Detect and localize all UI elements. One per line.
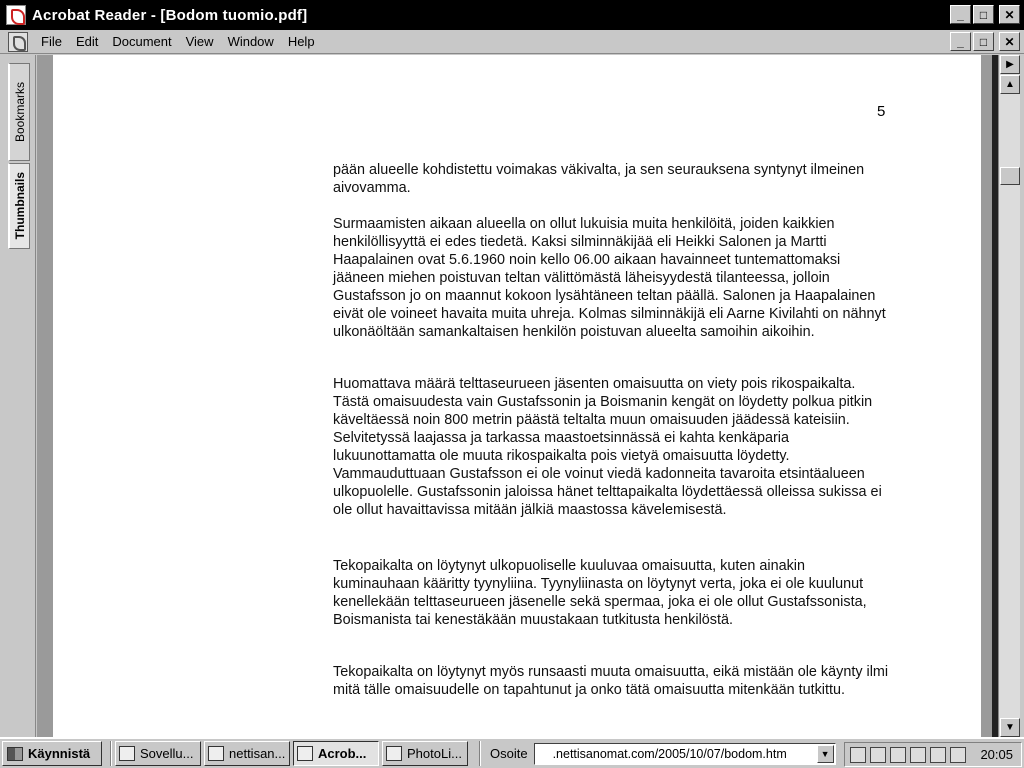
address-value: .nettisanomat.com/2005/10/07/bodom.htm [552, 746, 787, 761]
menu-document[interactable]: Document [112, 34, 172, 49]
close-button[interactable]: ✕ [999, 5, 1020, 24]
taskbar-button-nettisan[interactable] [204, 741, 290, 766]
start-label: Käynnistä [28, 746, 91, 761]
thumbnails-tab-label: Thumbnails [12, 172, 27, 240]
document-view[interactable] [37, 55, 998, 737]
app-icon [119, 746, 135, 761]
taskbar [0, 737, 1024, 768]
shield-icon[interactable] [890, 747, 906, 763]
menu-file[interactable]: File [41, 34, 62, 49]
taskbar-button-sovellu[interactable] [115, 741, 201, 766]
scroll-down-button[interactable]: ▼ [1000, 718, 1020, 737]
paragraph-2 [333, 215, 893, 341]
paragraph-4 [333, 557, 893, 629]
document-icon[interactable] [8, 32, 28, 52]
paragraph-3 [333, 375, 893, 519]
doc-minimize-button[interactable]: _ [950, 32, 971, 51]
doc-close-button[interactable]: ✕ [999, 32, 1020, 51]
clock: 20:05 [980, 747, 1013, 762]
volume-icon[interactable] [910, 747, 926, 763]
address-dropdown-button[interactable]: ▼ [817, 745, 834, 763]
taskbar-separator [110, 741, 112, 766]
paragraph-text: pään alueelle kohdistettu voimakas väkivalta, ja sen seurauksena syntynyt ilmeinen aivovamma. [333, 162, 865, 196]
paragraph-text: Tekopaikalta on löytynyt ulkopuoliselle kuuluvaa omaisuutta, kuten ainakin kuminauhaan kääritty tyynyliina. Tyynyliinasta on löytynyt verta, joka ei ole kuulunut kenellekään telttaseurueen jäsenelle sekä spermaa, joka ei ole ollut Gustafssonista, Boismanista tai kenestäkään muustakaan tutkitusta henkilöstä. [333, 558, 867, 628]
paragraph-1 [333, 161, 893, 197]
paragraph-text: Surmaamisten aikaan alueella on ollut lukuisia muita henkilöitä, joiden kaikkien henkilöllisyyttä ei edes tiedetä. Kaksi silminnäkijää eli Heikki Salonen ja Martti Haapalainen ovat 5.6.1960 noin kello 06.00 aikaan havainneet tuntemattomaksi jääneen miehen poistuvan teltan välittömästä läheisyydestä tilanteessa, jolloin Gustafsson jo on maannut kokoon lysähtäneen teltan päällä. Salonen ja Haapalainen eivät ole voineet havaita muita uhreja. Kolmas silminnäkijä eli Aarne Kivilahti on nähnyt ulkonäöltään samankaltaisen henkilön poistuvan alueelta samoihin aikoihin. [333, 216, 886, 340]
settings-icon[interactable] [930, 747, 946, 763]
next-page-button[interactable]: ▶ [1000, 55, 1020, 74]
browser-icon [208, 746, 224, 761]
menu-window[interactable]: Window [227, 34, 274, 49]
vertical-scrollbar[interactable] [998, 55, 1020, 737]
paragraph-text: Huomattava määrä telttaseurueen jäsenten omaisuutta on viety pois rikospaikalta. Tästä omaisuudesta vain Gustafssonin ja Boismanin kengät on löydetty polkua pitkin käveltäessä noin 800 metrin päästä teltalta muun omaisuuden jäädessä kateisiin. Selvitetyssä laajassa ja tarkassa maastoetsinnässä ei kahta kenkäparia lukuunottamatta ole muuta rikospaikalta pois vietyä omaisuutta löydetty. Vammauduttuaan Gustafsson ei ole voinut viedä kadonneita tavaroita etsintäalueen ulkopuolelle. Gustafssonin jaloissa hänet telttapaikalta löydettäessä olleissa sukissa ei ole ollut havaittavissa mitään jälkiä maastossa kävelemisestä. [333, 376, 882, 518]
scroll-up-button[interactable]: ▲ [1000, 75, 1020, 94]
taskbar-button-label: Sovellu... [140, 746, 194, 761]
pdf-page [53, 55, 981, 737]
menu-view[interactable]: View [185, 34, 214, 49]
maximize-button[interactable]: □ [973, 5, 994, 24]
taskbar-separator [479, 741, 481, 766]
system-tray [844, 742, 1022, 767]
antivirus-icon[interactable] [870, 747, 886, 763]
taskbar-button-label: Acrob... [318, 746, 367, 761]
taskbar-button-photoli[interactable] [382, 741, 468, 766]
menu-help[interactable]: Help [287, 34, 315, 49]
navigation-pane [0, 55, 36, 737]
acrobat-icon [297, 746, 313, 761]
paragraph-5 [333, 663, 893, 699]
connection-icon[interactable] [950, 747, 966, 763]
menu-edit[interactable]: Edit [75, 34, 99, 49]
doc-restore-button[interactable]: □ [973, 32, 994, 51]
acrobat-app-icon[interactable] [6, 5, 26, 25]
taskbar-button-label: nettisan... [229, 746, 286, 761]
document-window-controls [950, 32, 1020, 51]
title-bar [0, 0, 1024, 30]
thumbnails-tab[interactable] [8, 163, 30, 249]
bookmarks-tab-label: Bookmarks [12, 81, 27, 143]
window-controls [950, 5, 1020, 24]
paragraph-text: Tekopaikalta on löytynyt myös runsaasti muuta omaisuutta, eikä mistään ole käynty ilmi mitä tälle omaisuudelle on tapahtunut ja onko tätä omaisuutta mitenkään tutkittu. [333, 664, 889, 698]
start-button[interactable] [2, 741, 102, 766]
bookmarks-tab[interactable] [8, 63, 30, 161]
address-field[interactable] [534, 743, 836, 765]
scroll-thumb[interactable] [1000, 167, 1020, 185]
photo-icon [386, 746, 402, 761]
taskbar-button-label: PhotoLi... [407, 746, 462, 761]
window-title: Acrobat Reader - [Bodom tuomio.pdf] [32, 6, 308, 24]
address-label: Osoite [490, 746, 528, 761]
page-number: 5 [877, 103, 886, 120]
network-icon[interactable] [850, 747, 866, 763]
windows-logo-icon [7, 747, 23, 761]
taskbar-button-acrobat[interactable] [293, 741, 379, 766]
menu-bar [0, 30, 1024, 54]
minimize-button[interactable]: _ [950, 5, 971, 24]
